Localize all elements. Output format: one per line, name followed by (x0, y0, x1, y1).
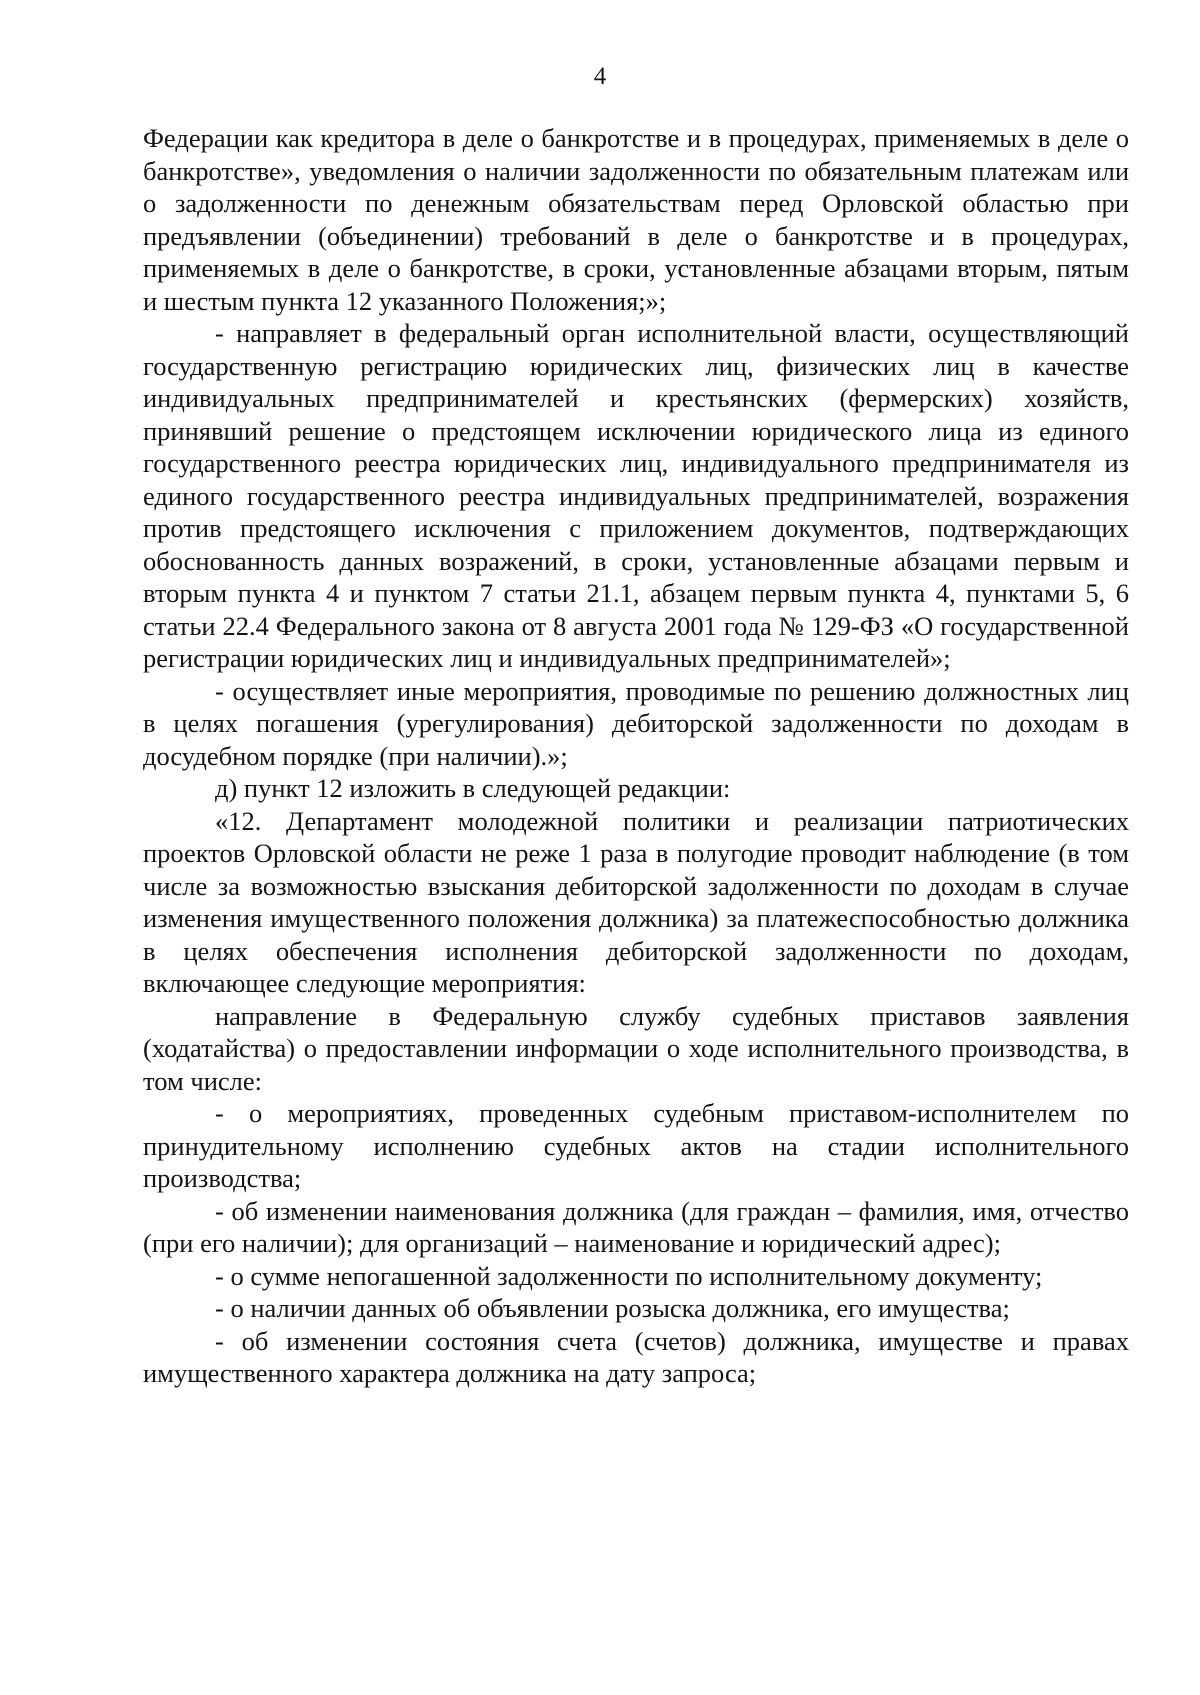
paragraph-list-item: - о сумме непогашенной задолженности по исполнительному документу; (215, 1260, 1043, 1291)
paragraph-list-item: - направляет в федеральный орган исполнительной власти, осуществляющий государственную регистрацию юридических лиц, физических лиц в качестве индивидуальных предпринимателей и крестьянских (фермерских) хозяйств, принявший решение о предстоящем исключении юридического лица из единого государственного реестра юридических лиц, индивидуального предпринимателя из единого государственного реестра индивидуальных предпринимателей, возражения против предстоящего исключения с приложением документов, подтверждающих обоснованность данных возражений, в сроки, установленные абзацами первым и вторым пункта 4 и пунктом 7 статьи 21.1, абзацем первым пункта 4, пунктами 5, 6 статьи 22.4 Федерального закона от 8 августа 2001 года № 129-ФЗ «О государственной регистрации юридических лиц и индивидуальных предпринимателей»; (143, 318, 1129, 673)
paragraph-clause-12: «12. Департамент молодежной политики и реализации патриотических проектов Орловской области не реже 1 раза в полугодие проводит наблюдение (в том числе за возможностью взыскания дебиторской задолженности по доходам в случае изменения имущественного положения должника) за платежеспособностью должника в целях обеспечения исполнения дебиторской задолженности по доходам, включающее следующие мероприятия: (143, 805, 1129, 998)
paragraph-list-item: - осуществляет иные мероприятия, проводимые по решению должностных лиц в целях погашения (урегулирования) дебиторской задолженности по доходам в досудебном порядке (при наличии).»; (143, 675, 1129, 771)
paragraph: направление в Федеральную службу судебных приставов заявления (ходатайства) о предоставлении информации о ходе исполнительного производства, в том числе: (143, 1000, 1129, 1096)
page-number: 4 (593, 63, 607, 90)
paragraph-list-item: - об изменении наименования должника (для граждан – фамилия, имя, отчество (при его наличии); для организаций – наименование и юридический адрес); (143, 1195, 1129, 1258)
paragraph-list-item: - об изменении состояния счета (счетов) должника, имуществе и правах имущественного характера должника на дату запроса; (143, 1325, 1129, 1388)
paragraph-continuation: Федерации как кредитора в деле о банкротстве и в процедурах, применяемых в деле о банкротстве», уведомления о наличии задолженности по обязательным платежам или о задолженности по денежным обязательствам перед Орловской областью при предъявлении (объединении) требований в деле о банкротстве и в процедурах, применяемых в деле о банкротстве, в сроки, установленные абзацами вторым, пятым и шестым пункта 12 указанного Положения;»; (143, 123, 1129, 316)
paragraph-list-item: - о мероприятиях, проведенных судебным приставом-исполнителем по принудительному исполнению судебных актов на стадии исполнительного производства; (143, 1098, 1129, 1193)
document-body (143, 122, 1129, 1390)
paragraph-amendment: д) пункт 12 изложить в следующей редакции: (215, 773, 731, 803)
paragraph-list-item: - о наличии данных об объявлении розыска должника, его имущества; (215, 1293, 1010, 1323)
